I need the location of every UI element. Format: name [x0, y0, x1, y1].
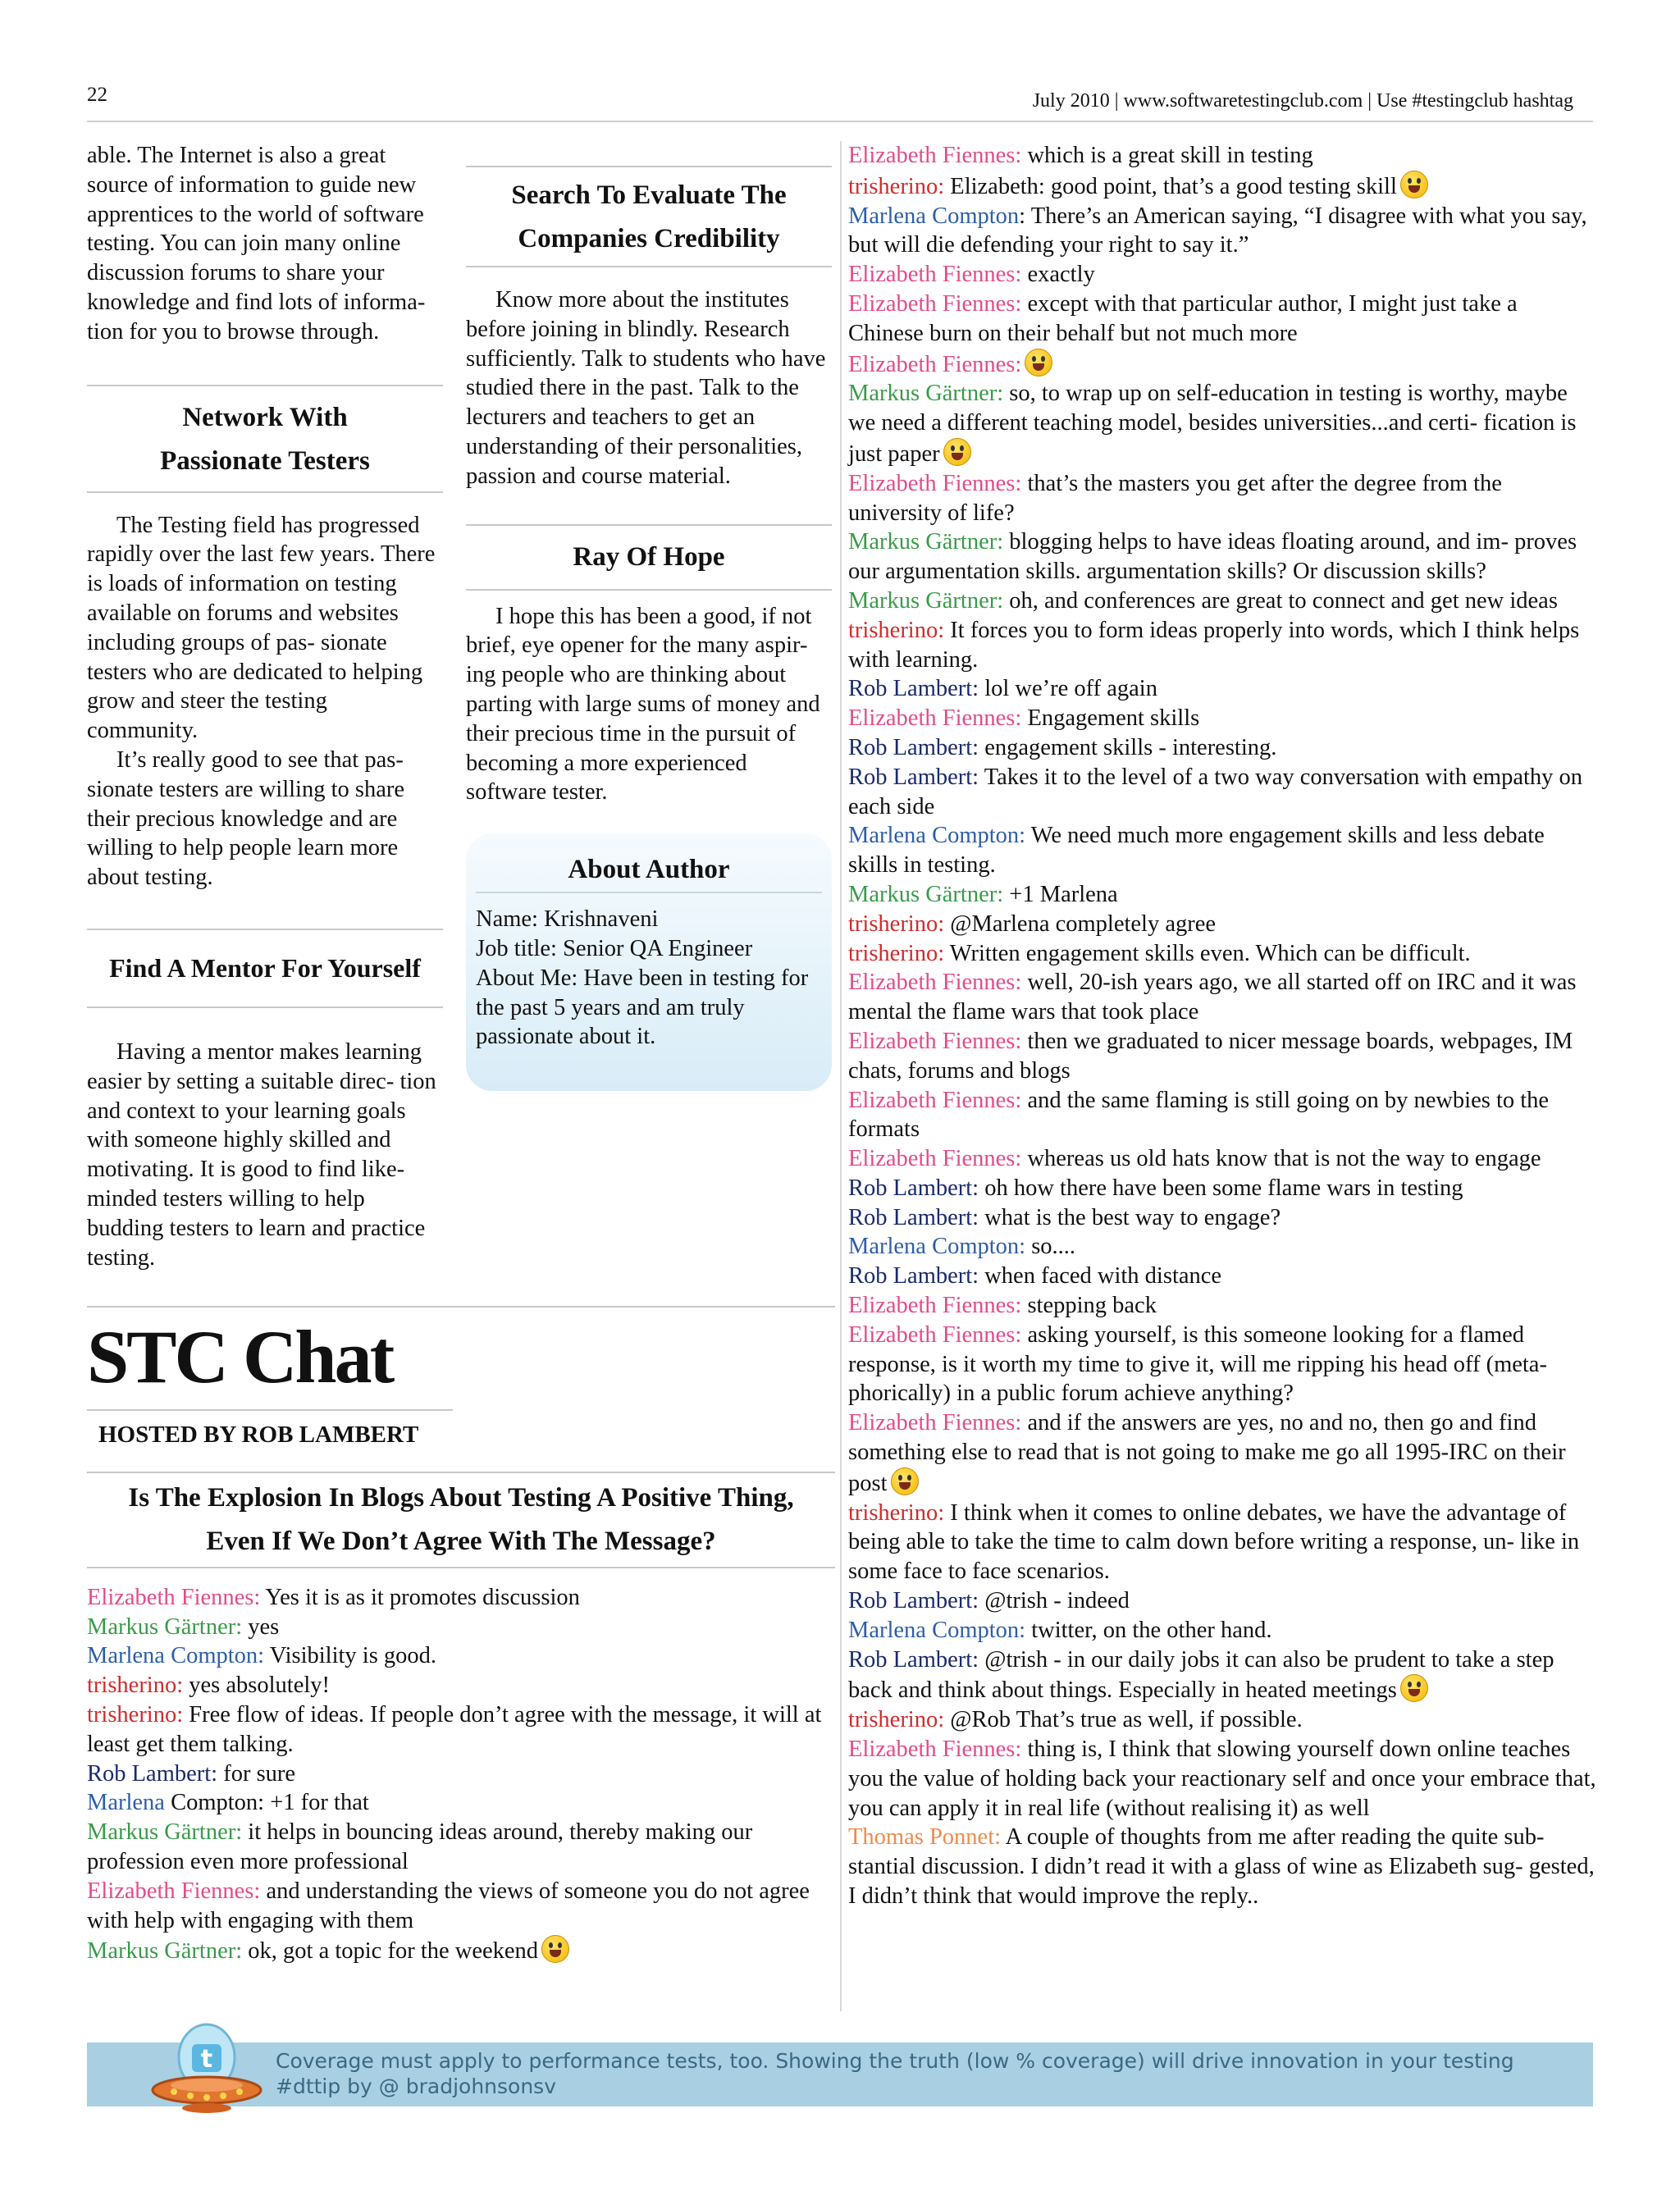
chat-message [848, 527, 1596, 586]
chat-message [848, 1262, 1596, 1291]
chat-speaker-name: trisherino: [848, 173, 945, 199]
chat-message-text: yes [242, 1613, 280, 1640]
search-paragraph: Know more about the institutes before joining in blindly. Research sufficiently. Talk to students who have studied there in the past. Talk to the lecturers and teachers to get an understanding of their personalities, passion and course material. [466, 287, 826, 489]
chat-message [848, 939, 1596, 969]
chat-message [848, 290, 1596, 349]
chat-speaker-name: Markus Gärtner: [87, 1938, 243, 1965]
chat-message [848, 1321, 1596, 1408]
chat-message [848, 880, 1596, 910]
twitter-ufo-icon [149, 2011, 264, 2120]
chat-message [848, 821, 1596, 880]
divider [87, 1306, 835, 1308]
chat-question-line-2: Even If We Don’t Agree With The Message? [206, 1526, 716, 1556]
heading-search [466, 167, 832, 266]
heading-search-line-2: Companies Credibility [518, 224, 780, 253]
chat-message [848, 202, 1596, 261]
chat-message-text: lol we’re off again [979, 676, 1157, 702]
chat-speaker-name: Markus Gärtner: [87, 1819, 243, 1846]
chat-message [848, 616, 1596, 675]
intro-paragraph: able. The Internet is also a great source of information to guide new apprentices to the world of software testing. You can join many online discussion forums to share your knowledge and find lots of informa- tion for you to browse through. [87, 143, 426, 345]
chat-message-text: asking yourself, is this someone looking for a flamed response, is it worth my time to give it, will me ripping his head off (meta- phorically) in a public forum achieve anything? [848, 1321, 1547, 1407]
chat-speaker-name: Elizabeth Fiennes: [87, 1584, 261, 1610]
chat-message-text: and understanding the views of someone you do not agree with help with engaging with them [87, 1878, 810, 1933]
chat-message-text: well, 20-ish years ago, we all started off on IRC and it was mental the flame wars that took place [848, 970, 1577, 1025]
chat-message-text: blogging helps to have ideas floating around, and im- proves our argumentation skills. argumentation skills? Or discussion skills? [848, 529, 1577, 585]
heading-network [87, 386, 443, 491]
header-rule [87, 121, 1593, 122]
chat-message [848, 260, 1596, 290]
chat-message [87, 1935, 835, 1966]
chat-message [848, 1586, 1596, 1616]
chat-speaker-name: Marlena [87, 1790, 165, 1816]
chat-speaker-name: Elizabeth Fiennes: [848, 970, 1022, 996]
chat-message [848, 1645, 1596, 1706]
tip-banner-line-1: Coverage must apply to performance tests, too. Showing the truth (low % coverage) will drive innovation in your testing [276, 2049, 1514, 2073]
chat-speaker-name: trisherino: [87, 1701, 184, 1727]
chat-message-text: It forces you to form ideas properly into words, which I think helps with learning. [848, 617, 1580, 673]
chat-message-text: whereas us old hats know that is not the way to engage [1021, 1146, 1541, 1172]
chat-message-text: @trish - indeed [979, 1588, 1130, 1614]
chat-speaker-name: Elizabeth Fiennes: [87, 1878, 261, 1904]
chat-speaker-name: Rob Lambert: [848, 1646, 979, 1673]
chat-message-text: then we graduated to nicer message boards, webpages, IM chats, forums and blogs [848, 1028, 1573, 1084]
chat-message-text: exactly [1021, 262, 1095, 288]
chat-message [848, 349, 1596, 380]
heading-network-line-2: Passionate Testers [160, 445, 370, 476]
chat-message-text: which is a great skill in testing [1021, 143, 1313, 168]
chat-speaker-name: Markus Gärtner: [87, 1613, 243, 1640]
chat-message-text: : There’s an American saying, “I disagree with what you say, but will die defending your right to say it.” [848, 203, 1587, 258]
column-divider [840, 141, 842, 2011]
chat-speaker-name: Marlena Compton [848, 203, 1020, 229]
heading-network-line-1: Network With [182, 402, 348, 432]
chat-speaker-name: Marlena Compton: [848, 1234, 1026, 1260]
chat-message [848, 704, 1596, 733]
chat-speaker-name: Elizabeth Fiennes: [848, 705, 1022, 732]
about-author-heading: About Author [476, 848, 822, 893]
chat-speaker-name: Markus Gärtner: [848, 881, 1004, 907]
stc-chat-title: STC Chat [87, 1315, 393, 1399]
chat-speaker-name: trisherino: [848, 1707, 945, 1733]
chat-message [848, 586, 1596, 616]
divider [87, 491, 443, 493]
chat-message [848, 141, 1596, 171]
chat-question [87, 1473, 835, 1567]
chat-message [848, 910, 1596, 939]
chat-message-text: Compton: +1 for that [164, 1790, 369, 1816]
chat-message-text: @Marlena completely agree [944, 911, 1217, 937]
chat-message [848, 733, 1596, 763]
chat-message [848, 1291, 1596, 1321]
laughing-emoji-icon [1400, 171, 1428, 199]
chat-message [87, 1759, 835, 1789]
chat-message-text: stepping back [1021, 1293, 1157, 1319]
chat-message [848, 1144, 1596, 1174]
chat-message-text: it helps in bouncing ideas around, thereby making our profession even more professional [87, 1819, 753, 1874]
divider [87, 1567, 835, 1568]
chat-message [848, 1086, 1596, 1145]
chat-message [848, 1232, 1596, 1262]
chat-message-text: engagement skills - interesting. [979, 734, 1277, 760]
chat-speaker-name: Elizabeth Fiennes: [848, 1087, 1022, 1113]
chat-message-text: Engagement skills [1021, 705, 1200, 732]
chat-speaker-name: trisherino: [848, 617, 945, 643]
chat-message [848, 1616, 1596, 1645]
chat-message-text: that’s the masters you get after the degree from the university of life? [848, 470, 1502, 526]
laughing-emoji-icon [943, 438, 971, 466]
author-name: Name: Krishnaveni [476, 906, 659, 933]
chat-message-text: oh how there have been some flame wars in testing [979, 1175, 1463, 1201]
divider [466, 589, 832, 591]
chat-transcript-right [848, 141, 1596, 1911]
heading-hope: Ray Of Hope [573, 541, 725, 572]
chat-speaker-name: trisherino: [848, 911, 945, 937]
chat-message [848, 469, 1596, 528]
heading-mentor: Find A Mentor For Yourself [109, 952, 421, 983]
chat-speaker-name: Elizabeth Fiennes: [848, 351, 1022, 377]
author-about: About Me: Have been in testing for the past 5 years and am truly passionate about it. [476, 965, 809, 1050]
chat-message [87, 1877, 835, 1936]
chat-message [87, 1788, 835, 1818]
hope-paragraph: I hope this has been a good, if not brief, eye opener for the many aspir- ing people who are thinking about parting with large sums of money and their precious time in the pursuit of becoming a more experienced software tester. [466, 603, 820, 806]
chat-message-text: and the same flaming is still going on by newbies to the formats [848, 1087, 1550, 1143]
chat-message [848, 674, 1596, 704]
chat-message [87, 1818, 835, 1877]
chat-speaker-name: Markus Gärtner: [848, 529, 1004, 555]
chat-message [848, 763, 1596, 822]
chat-speaker-name: trisherino: [87, 1673, 184, 1699]
chat-message-text: @Rob That’s true as well, if possible. [944, 1707, 1303, 1733]
chat-message [87, 1700, 835, 1759]
chat-message-text: so, to wrap up on self-education in testing is worthy, maybe we need a different teaching model, besides universities...and certi- fication is just paper [848, 381, 1577, 467]
chat-message [848, 1174, 1596, 1203]
chat-message-text: except with that particular author, I might just take a Chinese burn on their behalf but not much more [848, 290, 1518, 346]
chat-message-text: We need much more engagement skills and less debate skills in testing. [848, 823, 1545, 879]
laughing-emoji-icon [891, 1467, 919, 1495]
chat-speaker-name: Thomas Ponnet: [848, 1824, 1002, 1851]
chat-message-text: ok, got a topic for the weekend [242, 1938, 539, 1965]
chat-message [87, 1641, 835, 1671]
chat-speaker-name: trisherino: [848, 940, 945, 966]
chat-speaker-name: Rob Lambert: [848, 764, 979, 790]
chat-message [87, 1613, 835, 1642]
tip-banner-line-2: #dttip by @ bradjohnsonsv [276, 2074, 556, 2098]
stc-chat-section [87, 1306, 835, 1966]
chat-message [848, 1499, 1596, 1586]
chat-speaker-name: Marlena Compton: [848, 823, 1026, 849]
chat-message [87, 1671, 835, 1700]
chat-speaker-name: Elizabeth Fiennes: [848, 1146, 1022, 1172]
chat-message-text: Visibility is good. [264, 1643, 437, 1669]
issue-header: July 2010 | www.softwaretestingclub.com | Use #testingclub hashtag [1032, 90, 1573, 112]
chat-speaker-name: Elizabeth Fiennes: [848, 1028, 1022, 1054]
chat-message-text: and if the answers are yes, no and no, then go and find something else to read that is not going to make me go all 1995-IRC on their post [848, 1410, 1566, 1496]
chat-speaker-name: Rob Lambert: [848, 1204, 979, 1230]
chat-message [848, 171, 1596, 202]
about-author-box [466, 833, 832, 1091]
heading-search-line-1: Search To Evaluate The [511, 180, 787, 210]
chat-message-text: for sure [217, 1760, 296, 1787]
chat-question-line-1: Is The Explosion In Blogs About Testing A Positive Thing, [128, 1482, 794, 1513]
chat-message [848, 379, 1596, 468]
chat-message-text: thing is, I think that slowing yourself down online teaches you the value of holding back your reactionary self and once your embrace that, you can apply it in real life (without realising it) as well [848, 1737, 1596, 1821]
chat-message-text: Written engagement skills even. Which can be difficult. [944, 940, 1471, 966]
chat-message [848, 1408, 1596, 1498]
chat-message-text: Free flow of ideas. If people don’t agree with the message, it will at least get them talking. [87, 1701, 822, 1757]
chat-speaker-name: Rob Lambert: [848, 676, 979, 702]
chat-message-text: twitter, on the other hand. [1025, 1617, 1272, 1643]
chat-message-text: @trish - in our daily jobs it can also be prudent to take a step back and think about things. Especially in heated meetings [848, 1646, 1554, 1704]
chat-message [848, 1823, 1596, 1910]
chat-message [848, 1705, 1596, 1735]
chat-speaker-name: Markus Gärtner: [848, 587, 1004, 614]
hosted-by: HOSTED BY ROB LAMBERT [98, 1422, 419, 1448]
chat-speaker-name: Elizabeth Fiennes: [848, 1737, 1022, 1763]
chat-speaker-name: trisherino: [848, 1499, 945, 1526]
chat-message [848, 1735, 1596, 1823]
column-left [87, 141, 443, 1272]
mentor-paragraph: Having a mentor makes learning easier by setting a suitable direc- tion and context to your learning goals with someone highly skilled and motivating. It is good to find like- minded testers willing to help budding testers to learn and practice testing. [87, 1038, 436, 1271]
chat-message-text: Takes it to the level of a two way conversation with empathy on each side [848, 764, 1583, 819]
chat-message-text: oh, and conferences are great to connect and get new ideas [1003, 587, 1558, 614]
divider [87, 1006, 443, 1008]
chat-speaker-name: Rob Lambert: [848, 1175, 979, 1201]
chat-message-text: +1 Marlena [1003, 881, 1118, 907]
chat-speaker-name: Elizabeth Fiennes: [848, 1410, 1022, 1436]
laughing-emoji-icon [1025, 349, 1052, 377]
tip-banner-text [276, 2048, 1555, 2099]
chat-speaker-name: Marlena Compton: [87, 1643, 265, 1669]
network-paragraph-1: The Testing field has progressed rapidly over the last few years. There is loads of information on testing available on forums and websites including groups of pas- sionate testers who are dedicated to helping grow and steer the testing community. [87, 512, 436, 744]
chat-speaker-name: Rob Lambert: [848, 734, 979, 760]
svg-text:t: t [200, 2045, 213, 2074]
chat-message [87, 1583, 835, 1613]
chat-message-text: yes absolutely! [183, 1673, 331, 1699]
chat-speaker-name: Elizabeth Fiennes: [848, 470, 1022, 496]
chat-message-text: A couple of thoughts from me after reading the quite sub- stantial discussion. I didn’t read it with a glass of wine as Elizabeth sug- gested, I didn’t think that would improve the reply.. [848, 1824, 1595, 1910]
laughing-emoji-icon [541, 1935, 569, 1963]
chat-message [848, 1203, 1596, 1233]
chat-message [848, 1027, 1596, 1086]
chat-message-text: I think when it comes to online debates, we have the advantage of being able to take the time to calm down before writing a response, un- like in some face to face scenarios. [848, 1499, 1580, 1585]
chat-message-text: so.... [1025, 1234, 1076, 1260]
chat-speaker-name: Rob Lambert: [848, 1263, 979, 1289]
chat-transcript-left [87, 1583, 835, 1966]
column-middle [466, 141, 832, 1091]
chat-speaker-name: Elizabeth Fiennes: [848, 262, 1022, 288]
chat-speaker-name: Elizabeth Fiennes: [848, 1321, 1022, 1348]
chat-speaker-name: Markus Gärtner: [848, 381, 1004, 407]
chat-speaker-name: Elizabeth Fiennes: [848, 290, 1022, 317]
chat-speaker-name: Marlena Compton: [848, 1617, 1026, 1643]
chat-message [848, 968, 1596, 1027]
chat-message-text: when faced with distance [979, 1263, 1222, 1289]
network-paragraph-2: It’s really good to see that pas- sionate testers are willing to share their precious knowledge and are willing to help people learn more about testing. [87, 746, 405, 891]
chat-message-text: Yes it is as it promotes discussion [260, 1584, 580, 1610]
laughing-emoji-icon [1400, 1674, 1428, 1702]
chat-speaker-name: Elizabeth Fiennes: [848, 1293, 1022, 1319]
chat-message-text: Elizabeth: good point, that’s a good testing skill [944, 173, 1397, 199]
chat-message-text: what is the best way to engage? [979, 1204, 1281, 1230]
chat-speaker-name: Rob Lambert: [87, 1760, 218, 1787]
page-number: 22 [87, 84, 107, 106]
chat-speaker-name: Elizabeth Fiennes: [848, 143, 1022, 168]
author-job-title: Job title: Senior QA Engineer [476, 935, 753, 961]
chat-speaker-name: Rob Lambert: [848, 1588, 979, 1614]
divider [466, 266, 832, 267]
